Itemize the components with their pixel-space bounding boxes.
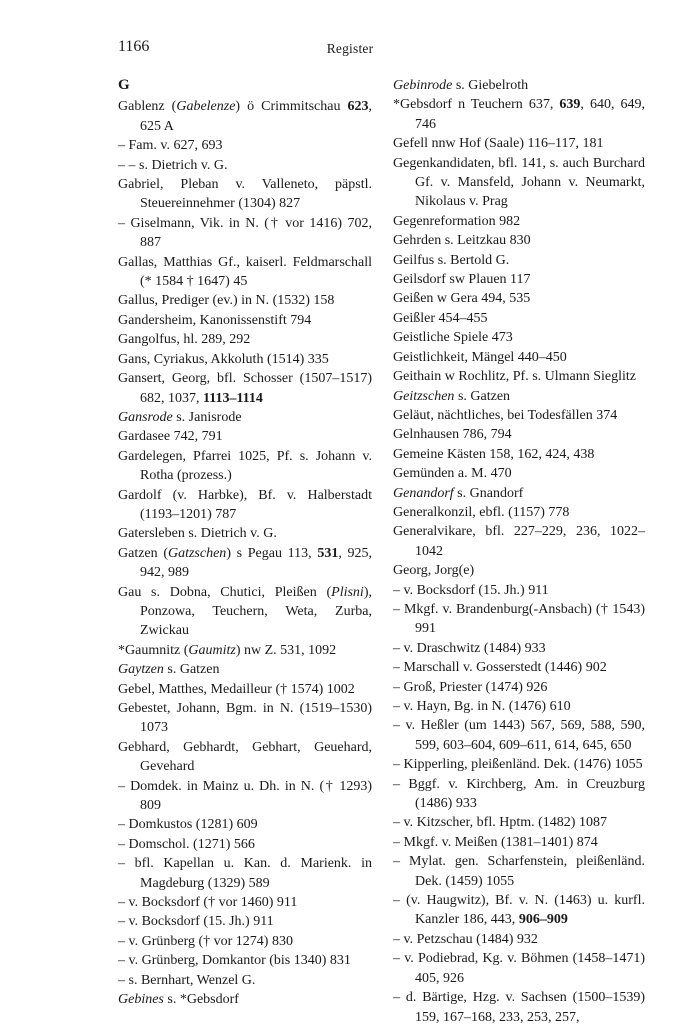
index-entry — [118, 660, 372, 679]
entry-text: Gau s. Dobna, Chutici, Pleißen ( — [118, 584, 332, 600]
entry-text: Gardolf (v. Harbke), Bf. v. Halberstadt (1193–1201) 787 — [118, 487, 372, 522]
entry-text: Gehrden s. Leitzkau 830 — [393, 233, 531, 249]
entry-text: – v. Kitzscher, bfl. Hptm. (1482) 1087 — [393, 815, 607, 831]
index-entry — [118, 427, 372, 446]
index-entry — [118, 544, 372, 583]
index-entry — [393, 716, 645, 755]
index-entry — [393, 639, 645, 658]
entry-text: Gardelegen, Pfarrei 1025, Pf. s. Johann v. Rotha (prozess.) — [118, 448, 372, 484]
entry-text: – v. Bocksdorf (15. Jh.) 911 — [393, 582, 549, 598]
index-entry — [118, 214, 372, 253]
index-entry — [393, 425, 645, 444]
index-entry — [393, 930, 645, 949]
entry-text: Gebestet, Johann, Bgm. in N. (1519–1530) 1073 — [118, 701, 372, 736]
entry-text: Geitzschen — [393, 388, 455, 404]
entry-text: – v. Grünberg, Domkantor (bis 1340) 831 — [118, 953, 351, 969]
entry-text: – v. Grünberg († vor 1274) 830 — [118, 933, 293, 949]
index-entry — [118, 369, 372, 408]
entry-text: Gablenz ( — [118, 99, 177, 115]
index-entry — [118, 97, 372, 136]
index-entry — [393, 464, 645, 483]
index-entry — [393, 755, 645, 774]
entry-text: – Kipperling, pleißenländ. Dek. (1476) 1055 — [393, 757, 643, 773]
index-entry — [393, 813, 645, 832]
index-entry — [393, 348, 645, 367]
index-entry — [393, 852, 645, 891]
index-entry — [118, 408, 372, 427]
entry-text: – d. Bärtige, Hzg. v. Sachsen (1500–1539) 159, 167–168, 233, 253, 257, — [393, 990, 645, 1025]
index-entry — [393, 484, 645, 503]
index-entry — [118, 738, 372, 777]
entry-text: – v. Heßler (um 1443) 567, 569, 588, 590, 599, 603–604, 609–611, 614, 645, 650 — [393, 718, 645, 753]
entry-text: , 640, 649, 746 — [415, 97, 645, 132]
entry-text: Geistlichkeit, Mängel 440–450 — [393, 349, 567, 365]
entry-text: – s. Bernhart, Wenzel G. — [118, 972, 256, 988]
index-entry — [393, 289, 645, 308]
index-entry — [393, 212, 645, 231]
entry-text: Gans, Cyriakus, Akkoluth (1514) 335 — [118, 351, 329, 367]
entry-text: ), Ponzowa, Teuchern, Weta, Zurba, Zwickau — [140, 584, 372, 639]
left-entry-list — [118, 97, 372, 1009]
entry-text: Gabriel, Pleban v. Valleneto, päpstl. Steuereinnehmer (1304) 827 — [118, 177, 372, 212]
index-entry — [393, 76, 645, 95]
entry-text: Gebhard, Gebhardt, Gebhart, Geuehard, Gevehard — [118, 739, 372, 775]
index-entry — [393, 367, 645, 386]
entry-text: Gaumitz — [188, 642, 236, 658]
index-entry — [393, 678, 645, 697]
index-entry — [393, 949, 645, 988]
entry-text: Gabelenze — [176, 99, 236, 115]
entry-text: Gangolfus, hl. 289, 292 — [118, 332, 251, 348]
index-entry — [118, 641, 372, 660]
entry-text: Gatzschen — [167, 545, 227, 561]
index-entry — [118, 156, 372, 175]
entry-text: Gelnhausen 786, 794 — [393, 427, 512, 443]
entry-text: , 625 A — [140, 99, 372, 134]
right-column — [393, 76, 645, 1027]
entry-text: , 925, 942, 989 — [140, 545, 373, 581]
index-entry — [118, 330, 372, 349]
entry-text: Gebinrode — [393, 78, 453, 93]
entry-text: ) s Pegau 113, — [226, 545, 318, 561]
entry-text: Gardasee 742, 791 — [118, 429, 223, 445]
index-entry — [118, 777, 372, 816]
index-entry — [393, 134, 645, 153]
entry-text: – Mkgf. v. Brandenburg(-Ansbach) († 1543) 991 — [393, 601, 645, 637]
entry-text: Georg, Jorg(e) — [393, 563, 475, 579]
index-entry — [393, 522, 645, 561]
index-entry — [118, 175, 372, 214]
index-entry — [393, 231, 645, 250]
entry-text: – Marschall v. Gosserstedt (1446) 902 — [393, 660, 607, 676]
entry-text: Gemeine Kästen 158, 162, 424, 438 — [393, 446, 595, 462]
entry-text: – v. Bocksdorf (15. Jh.) 911 — [118, 914, 274, 930]
entry-text: – v. Hayn, Bg. in N. (1476) 610 — [393, 699, 571, 714]
entry-text: – Groß, Priester (1474) 926 — [393, 679, 548, 695]
index-entry — [393, 988, 645, 1027]
entry-text: – Domdek. in Mainz u. Dh. in N. († 1293) 809 — [118, 778, 372, 814]
index-entry — [118, 350, 372, 369]
entry-text: 531 — [317, 545, 339, 561]
entry-text: 639 — [559, 97, 581, 113]
index-entry — [393, 270, 645, 289]
right-entry-list — [393, 76, 645, 1027]
entry-text: – Giselmann, Vik. in N. († vor 1416) 702, 887 — [118, 215, 372, 251]
entry-text: Gandersheim, Kanonissenstift 794 — [118, 312, 312, 328]
entry-text: Gemünden a. M. 470 — [393, 466, 512, 482]
entry-text: Geißen w Gera 494, 535 — [393, 291, 531, 307]
index-entry — [118, 932, 372, 951]
index-entry — [118, 990, 372, 1009]
page-number: 1166 — [118, 38, 150, 55]
entry-text: Generalkonzil, ebfl. (1157) 778 — [393, 504, 570, 520]
index-entry — [118, 583, 372, 641]
index-entry — [118, 524, 372, 543]
entry-text: s. *Gebsdorf — [163, 992, 239, 1008]
index-entry — [393, 697, 645, 716]
entry-text: – – s. Dietrich v. G. — [118, 157, 228, 173]
running-title: Register — [326, 41, 374, 56]
entry-text: Gebel, Matthes, Medailleur († 1574) 1002 — [118, 681, 355, 697]
entry-text: Generalvikare, bfl. 227–229, 236, 1022–1042 — [393, 524, 645, 559]
entry-text: Geißler 454–455 — [393, 310, 488, 326]
index-entry — [118, 291, 372, 310]
entry-text: – Mylat. gen. Scharfenstein, pleißenländ. Dek. (1459) 1055 — [393, 854, 645, 889]
index-entry — [393, 95, 645, 134]
index-entry — [393, 658, 645, 677]
entry-text: – Mkgf. v. Meißen (1381–1401) 874 — [393, 834, 598, 850]
entry-text: Gegenreformation 982 — [393, 213, 521, 229]
index-entry — [118, 893, 372, 912]
entry-text: – Domschol. (1271) 566 — [118, 836, 255, 852]
entry-text: – Fam. v. 627, 693 — [118, 138, 223, 154]
entry-text: – v. Petzschau (1484) 932 — [393, 931, 538, 947]
entry-text: s. Gatzen — [163, 662, 220, 678]
entry-text: s. Janisrode — [172, 409, 242, 425]
section-letter: G — [118, 77, 130, 93]
index-entry — [118, 253, 372, 292]
entry-text: s. Gatzen — [454, 388, 511, 404]
entry-text: – v. Bocksdorf († vor 1460) 911 — [118, 895, 298, 911]
index-entry — [393, 600, 645, 639]
index-entry — [393, 561, 645, 580]
entry-text: *Gaumnitz ( — [118, 642, 189, 658]
index-entry — [118, 699, 372, 738]
index-entry — [393, 891, 645, 930]
index-entry — [118, 136, 372, 155]
entry-text: Gallas, Matthias Gf., kaiserl. Feldmarschall (* 1584 † 1647) 45 — [118, 254, 372, 290]
entry-text: ) ö Crimmitschau — [235, 99, 348, 115]
entry-text: – (v. Haugwitz), Bf. v. N. (1463) u. kurfl. Kanzler 186, 443, — [393, 893, 645, 928]
index-entry — [118, 835, 372, 854]
entry-text: – bfl. Kapellan u. Kan. d. Marienk. in Magdeburg (1329) 589 — [118, 856, 372, 891]
entry-text: s. Gnandorf — [453, 485, 524, 501]
entry-text: – v. Draschwitz (1484) 933 — [393, 640, 546, 656]
index-entry — [393, 154, 645, 212]
index-entry — [118, 311, 372, 330]
entry-text: *Gebsdorf n Teuchern 637, — [393, 97, 560, 113]
index-entry — [118, 912, 372, 931]
index-entry — [118, 447, 372, 486]
entry-text: Gansrode — [118, 409, 173, 425]
index-entry — [393, 833, 645, 852]
entry-text: Gegenkandidaten, bfl. 141, s. auch Burchard Gf. v. Mansfeld, Johann v. Neumarkt, Nikolaus v. Prag — [393, 155, 645, 210]
left-column — [118, 76, 372, 1010]
index-entry — [118, 680, 372, 699]
entry-text: Gefell nnw Hof (Saale) 116–117, 181 — [393, 136, 604, 152]
entry-text: Gebines — [118, 992, 164, 1008]
entry-text: 623 — [347, 99, 369, 115]
entry-text: 906–909 — [518, 912, 568, 928]
index-entry — [118, 486, 372, 525]
entry-text: Geistliche Spiele 473 — [393, 330, 513, 346]
entry-text: Geilfus s. Bertold G. — [393, 252, 510, 268]
index-entry — [393, 251, 645, 270]
entry-text: Geithain w Rochlitz, Pf. s. Ulmann Sieglitz — [393, 369, 637, 385]
entry-text: – Bggf. v. Kirchberg, Am. in Creuzburg (1486) 933 — [393, 776, 645, 812]
index-entry — [393, 387, 645, 406]
index-entry — [393, 503, 645, 522]
entry-text: Gatzen ( — [118, 545, 168, 561]
entry-text: – Domkustos (1281) 609 — [118, 817, 258, 833]
index-entry — [118, 971, 372, 990]
entry-text: Plisni — [331, 584, 364, 600]
entry-text: s. Giebelroth — [452, 78, 529, 93]
entry-text: Geläut, nächtliches, bei Todesfällen 374 — [393, 407, 618, 423]
index-entry — [118, 854, 372, 893]
entry-text: – v. Podiebrad, Kg. v. Böhmen (1458–1471) 405, 926 — [393, 951, 645, 986]
entry-text: ) nw Z. 531, 1092 — [235, 642, 337, 658]
index-entry — [393, 775, 645, 814]
entry-text: Gaytzen — [118, 662, 164, 678]
index-entry — [393, 328, 645, 347]
entry-text: Gatersleben s. Dietrich v. G. — [118, 526, 277, 542]
index-entry — [118, 815, 372, 834]
index-entry — [118, 951, 372, 970]
entry-text: 1113–1114 — [203, 390, 263, 406]
entry-text: Gallus, Prediger (ev.) in N. (1532) 158 — [118, 293, 335, 309]
index-entry — [393, 581, 645, 600]
entry-text: Geilsdorf sw Plauen 117 — [393, 272, 531, 288]
entry-text: Genandorf — [393, 485, 454, 501]
index-entry — [393, 406, 645, 425]
entry-text: Gansert, Georg, bfl. Schosser (1507–1517) 682, 1037, — [118, 371, 372, 406]
index-entry — [393, 445, 645, 464]
index-entry — [393, 309, 645, 328]
